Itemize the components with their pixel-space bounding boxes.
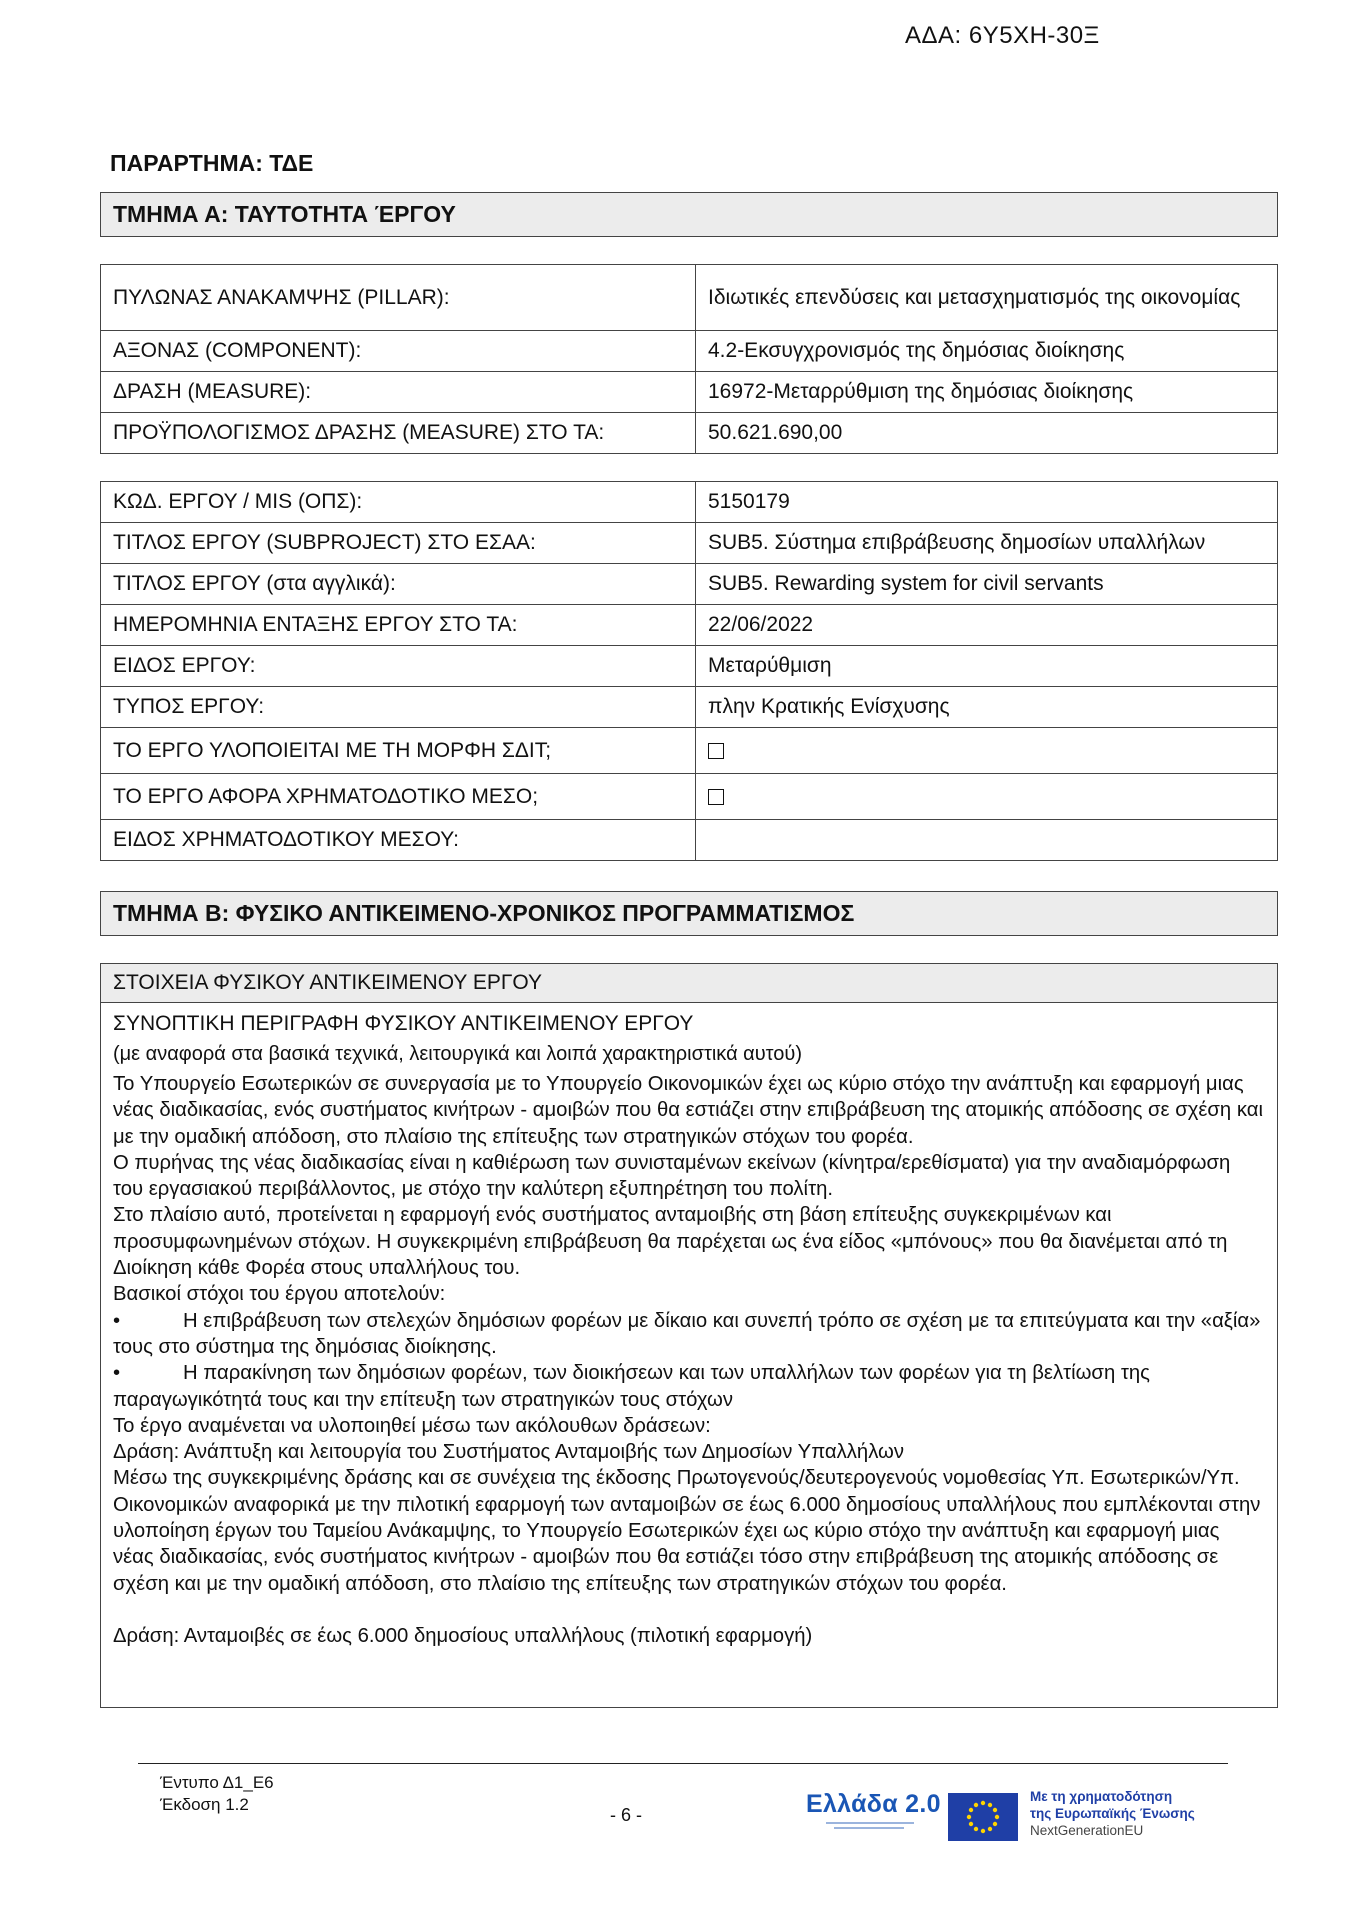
label-instrument-kind: ΕΙΔΟΣ ΧΡΗΜΑΤΟΔΟΤΙΚΟΥ ΜΕΣΟΥ:: [101, 820, 696, 861]
summary-note: (με αναφορά στα βασικά τεχνικά, λειτουργικά και λοιπά χαρακτηριστικά αυτού): [113, 1043, 803, 1065]
project-measure-table: [100, 264, 1278, 454]
paragraph-5: Το έργο αναμένεται να υλοποιηθεί μέσω των ακόλουθων δράσεων:: [113, 1414, 711, 1437]
label-mis: ΚΩΔ. ΕΡΓΟΥ / MIS (ΟΠΣ):: [101, 482, 696, 523]
table-row: [101, 687, 1278, 728]
table-row: [101, 413, 1278, 454]
value-project-type: πλην Κρατικής Ενίσχυσης: [696, 687, 1278, 728]
paragraph-3: Στο πλαίσιο αυτό, προτείνεται η εφαρμογή ενός συστήματος ανταμοιβής στη βάση επίτευξης συγκεκριμένων και προσυμφωνημένων στόχων. Η συγκεκριμένη επιβράβευση θα παρέχεται ως ένα είδος «μπόνους» που θα διανέμεται από τη Διοίκηση κάθε Φορέα στους υπαλλήλους του.: [113, 1204, 1228, 1280]
logo-underline: [834, 1827, 904, 1829]
label-inclusion-date: ΗΜΕΡΟΜΗΝΙΑ ΕΝΤΑΞΗΣ ΕΡΓΟΥ ΣΤΟ ΤΑ:: [101, 605, 696, 646]
paragraph-4: Βασικοί στόχοι του έργου αποτελούν:: [113, 1283, 446, 1306]
physical-object-header: ΣΤΟΙΧΕΙΑ ΦΥΣΙΚΟΥ ΑΝΤΙΚΕΙΜΕΝΟΥ ΕΡΓΟΥ: [101, 964, 1277, 1003]
spacer: [113, 1597, 1265, 1623]
table-row: [101, 774, 1278, 820]
table-row: [101, 820, 1278, 861]
greece-2-0-logo: [806, 1790, 941, 1829]
paragraph-7: Μέσω της συγκεκριμένης δράσης και σε συνέχεια της έκδοσης Πρωτογενούς/δευτερογενούς νομοθεσίας Υπ. Εσωτερικών/Υπ. Οικονομικών αναφορικά με την πιλοτική εφαρμογή των ανταμοιβών σε έως 6.000 δημοσίους υπαλλήλους που εμπλέκονται στην υλοποίηση έργων του Ταμείου Ανάκαμψης, το Υπουργείο Εσωτερικών έχει ως κύριο στόχο την ανάπτυξη και εφαρμογή μιας νέας διαδικασίας, ενός συστήματος κινήτρων - αμοιβών που θα εστιάζει τόσο στην επιβράβευση της ατομικής απόδοσης σε σχέση και με την ομαδική απόδοση, στο πλαίσιο της επίτευξης των στρατηγικών στόχων του φορέα.: [113, 1467, 1261, 1595]
ppp-cell: [696, 728, 1278, 774]
eu-line-2: της Ευρωπαϊκής Ένωσης: [1030, 1806, 1195, 1821]
financial-instrument-cell: [696, 774, 1278, 820]
value-inclusion-date: 22/06/2022: [696, 605, 1278, 646]
physical-object-body: [101, 1003, 1277, 1657]
value-mis: 5150179: [696, 482, 1278, 523]
label-budget: ΠΡΟΫΠΟΛΟΓΙΣΜΟΣ ΔΡΑΣΗΣ (MEASURE) ΣΤΟ ΤΑ:: [101, 413, 696, 454]
logo-underline: [826, 1822, 914, 1824]
summary-title: ΣΥΝΟΠΤΙΚΗ ΠΕΡΙΓΡΑΦΗ ΦΥΣΙΚΟΥ ΑΝΤΙΚΕΙΜΕΝΟΥ ΕΡΓΟΥ: [113, 1012, 694, 1035]
table-row: [101, 482, 1278, 523]
page-number: - 6 -: [610, 1805, 643, 1825]
bullet-marker: •: [113, 1309, 121, 1332]
section-a-title-text: ΤΜΗΜΑ Α: ΤΑΥΤΟΤΗΤΑ ΈΡΓΟΥ: [113, 201, 456, 227]
label-project-kind: ΕΙΔΟΣ ΕΡΓΟΥ:: [101, 646, 696, 687]
value-project-kind: Μεταρύθμιση: [696, 646, 1278, 687]
paragraph-8: Δράση: Ανταμοιβές σε έως 6.000 δημοσίους υπαλλήλους (πιλοτική εφαρμογή): [113, 1624, 813, 1647]
label-measure: ΔΡΑΣΗ (MEASURE):: [101, 372, 696, 413]
section-b-title: [100, 891, 1278, 936]
table-row: [101, 564, 1278, 605]
table-row: [101, 372, 1278, 413]
bullet-marker: •: [113, 1362, 121, 1385]
table-row: [101, 646, 1278, 687]
paragraph-2: Ο πυρήνας της νέας διαδικασίας είναι η καθιέρωση των συνισταμένων εκείνων (κίνητρα/ερεθίσματα) για την αναδιαμόρφωση του εργασιακού περιβάλλοντος, με στόχο την καλύτερη εξυπηρέτηση του πολίτη.: [113, 1151, 1231, 1201]
paragraph-1: Το Υπουργείο Εσωτερικών σε συνεργασία με το Υπουργείο Οικονομικών έχει ως κύριο στόχο την ανάπτυξη και εφαρμογή μιας νέας διαδικασίας, ενός συστήματος κινήτρων - αμοιβών που θα εστιάζει στην επιβράβευση της ατομικής απόδοσης σε σχέση και με την ομαδική απόδοση, στο πλαίσιο της επίτευξης των στρατηγικών στόχων του φορέα.: [113, 1073, 1263, 1148]
label-ppp: ΤΟ ΕΡΓΟ ΥΛΟΠΟΙΕΙΤΑΙ ΜΕ ΤΗ ΜΟΡΦΗ ΣΔΙΤ;: [101, 728, 696, 774]
label-pillar: ΠΥΛΩΝΑΣ ΑΝΑΚΑΜΨΗΣ (PILLAR):: [101, 265, 696, 331]
greece-logo-text: Ελλάδα 2.0: [806, 1790, 941, 1818]
table-row: [101, 331, 1278, 372]
value-instrument-kind: [696, 820, 1278, 861]
form-info: [160, 1772, 274, 1816]
label-project-type: ΤΥΠΟΣ ΕΡΓΟΥ:: [101, 687, 696, 728]
value-title-gr: SUB5. Σύστημα επιβράβευσης δημοσίων υπαλλήλων: [696, 523, 1278, 564]
bullet-text-1: Η επιβράβευση των στελεχών δημόσιων φορέων με δίκαιο και συνεπή τρόπο σε σχέση με τα επιτεύγματα και την «αξία» τους στο σύστημα της δημόσιας διοίκησης.: [113, 1309, 1261, 1358]
label-title-gr: ΤΙΤΛΟΣ ΕΡΓΟΥ (SUBPROJECT) ΣΤΟ ΕΣΑΑ:: [101, 523, 696, 564]
value-budget: 50.621.690,00: [696, 413, 1278, 454]
table-row: [101, 605, 1278, 646]
eu-funding-text: [1030, 1788, 1195, 1839]
list-item: [113, 1360, 1265, 1413]
list-item: [113, 1308, 1265, 1361]
annex-title: ΠΑΡΑΡΤΗΜΑ: ΤΔΕ: [110, 150, 314, 176]
table-row: [101, 523, 1278, 564]
paragraph-6: Δράση: Ανάπτυξη και λειτουργία του Συστήματος Ανταμοιβής των Δημοσίων Υπαλλήλων: [113, 1441, 905, 1464]
form-code: Έντυπο Δ1_Ε6: [160, 1773, 274, 1792]
value-title-en: SUB5. Rewarding system for civil servants: [696, 564, 1278, 605]
physical-object-box: [100, 963, 1278, 1708]
form-version: Έκδοση 1.2: [160, 1795, 249, 1814]
bullet-text-2: Η παρακίνηση των δημόσιων φορέων, των διοικήσεων και των υπαλλήλων των φορέων για τη βελτίωση της παραγωγικότητά τους και την επίτευξη των στρατηγικών τους στόχων: [113, 1362, 1150, 1411]
project-identity-table: [100, 481, 1278, 861]
ppp-checkbox[interactable]: [708, 743, 724, 759]
eu-stars-icon: [948, 1793, 1018, 1841]
label-title-en: ΤΙΤΛΟΣ ΕΡΓΟΥ (στα αγγλικά):: [101, 564, 696, 605]
value-measure: 16972-Μεταρρύθμιση της δημόσιας διοίκησης: [696, 372, 1278, 413]
financial-instrument-checkbox[interactable]: [708, 789, 724, 805]
label-component: ΑΞΟΝΑΣ (COMPONENT):: [101, 331, 696, 372]
footer-divider: [138, 1763, 1228, 1764]
ada-code: ΑΔΑ: 6Υ5ΧΗ-30Ξ: [905, 22, 1100, 49]
section-b-title-text: ΤΜΗΜΑ Β: ΦΥΣΙΚΟ ΑΝΤΙΚΕΙΜΕΝΟ-ΧΡΟΝΙΚΟΣ ΠΡΟΓΡΑΜΜΑΤΙΣΜΟΣ: [113, 900, 855, 926]
table-row: [101, 265, 1278, 331]
eu-line-1: Με τη χρηματοδότηση: [1030, 1789, 1173, 1804]
eu-line-3: NextGenerationEU: [1030, 1823, 1144, 1838]
label-financial-instrument: ΤΟ ΕΡΓΟ ΑΦΟΡΑ ΧΡΗΜΑΤΟΔΟΤΙΚΟ ΜΕΣΟ;: [101, 774, 696, 820]
eu-flag-icon: [948, 1793, 1018, 1841]
table-row: [101, 728, 1278, 774]
section-a-title: [100, 192, 1278, 237]
value-pillar: Ιδιωτικές επενδύσεις και μετασχηματισμός της οικονομίας: [696, 265, 1278, 331]
value-component: 4.2-Εκσυγχρονισμός της δημόσιας διοίκησης: [696, 331, 1278, 372]
